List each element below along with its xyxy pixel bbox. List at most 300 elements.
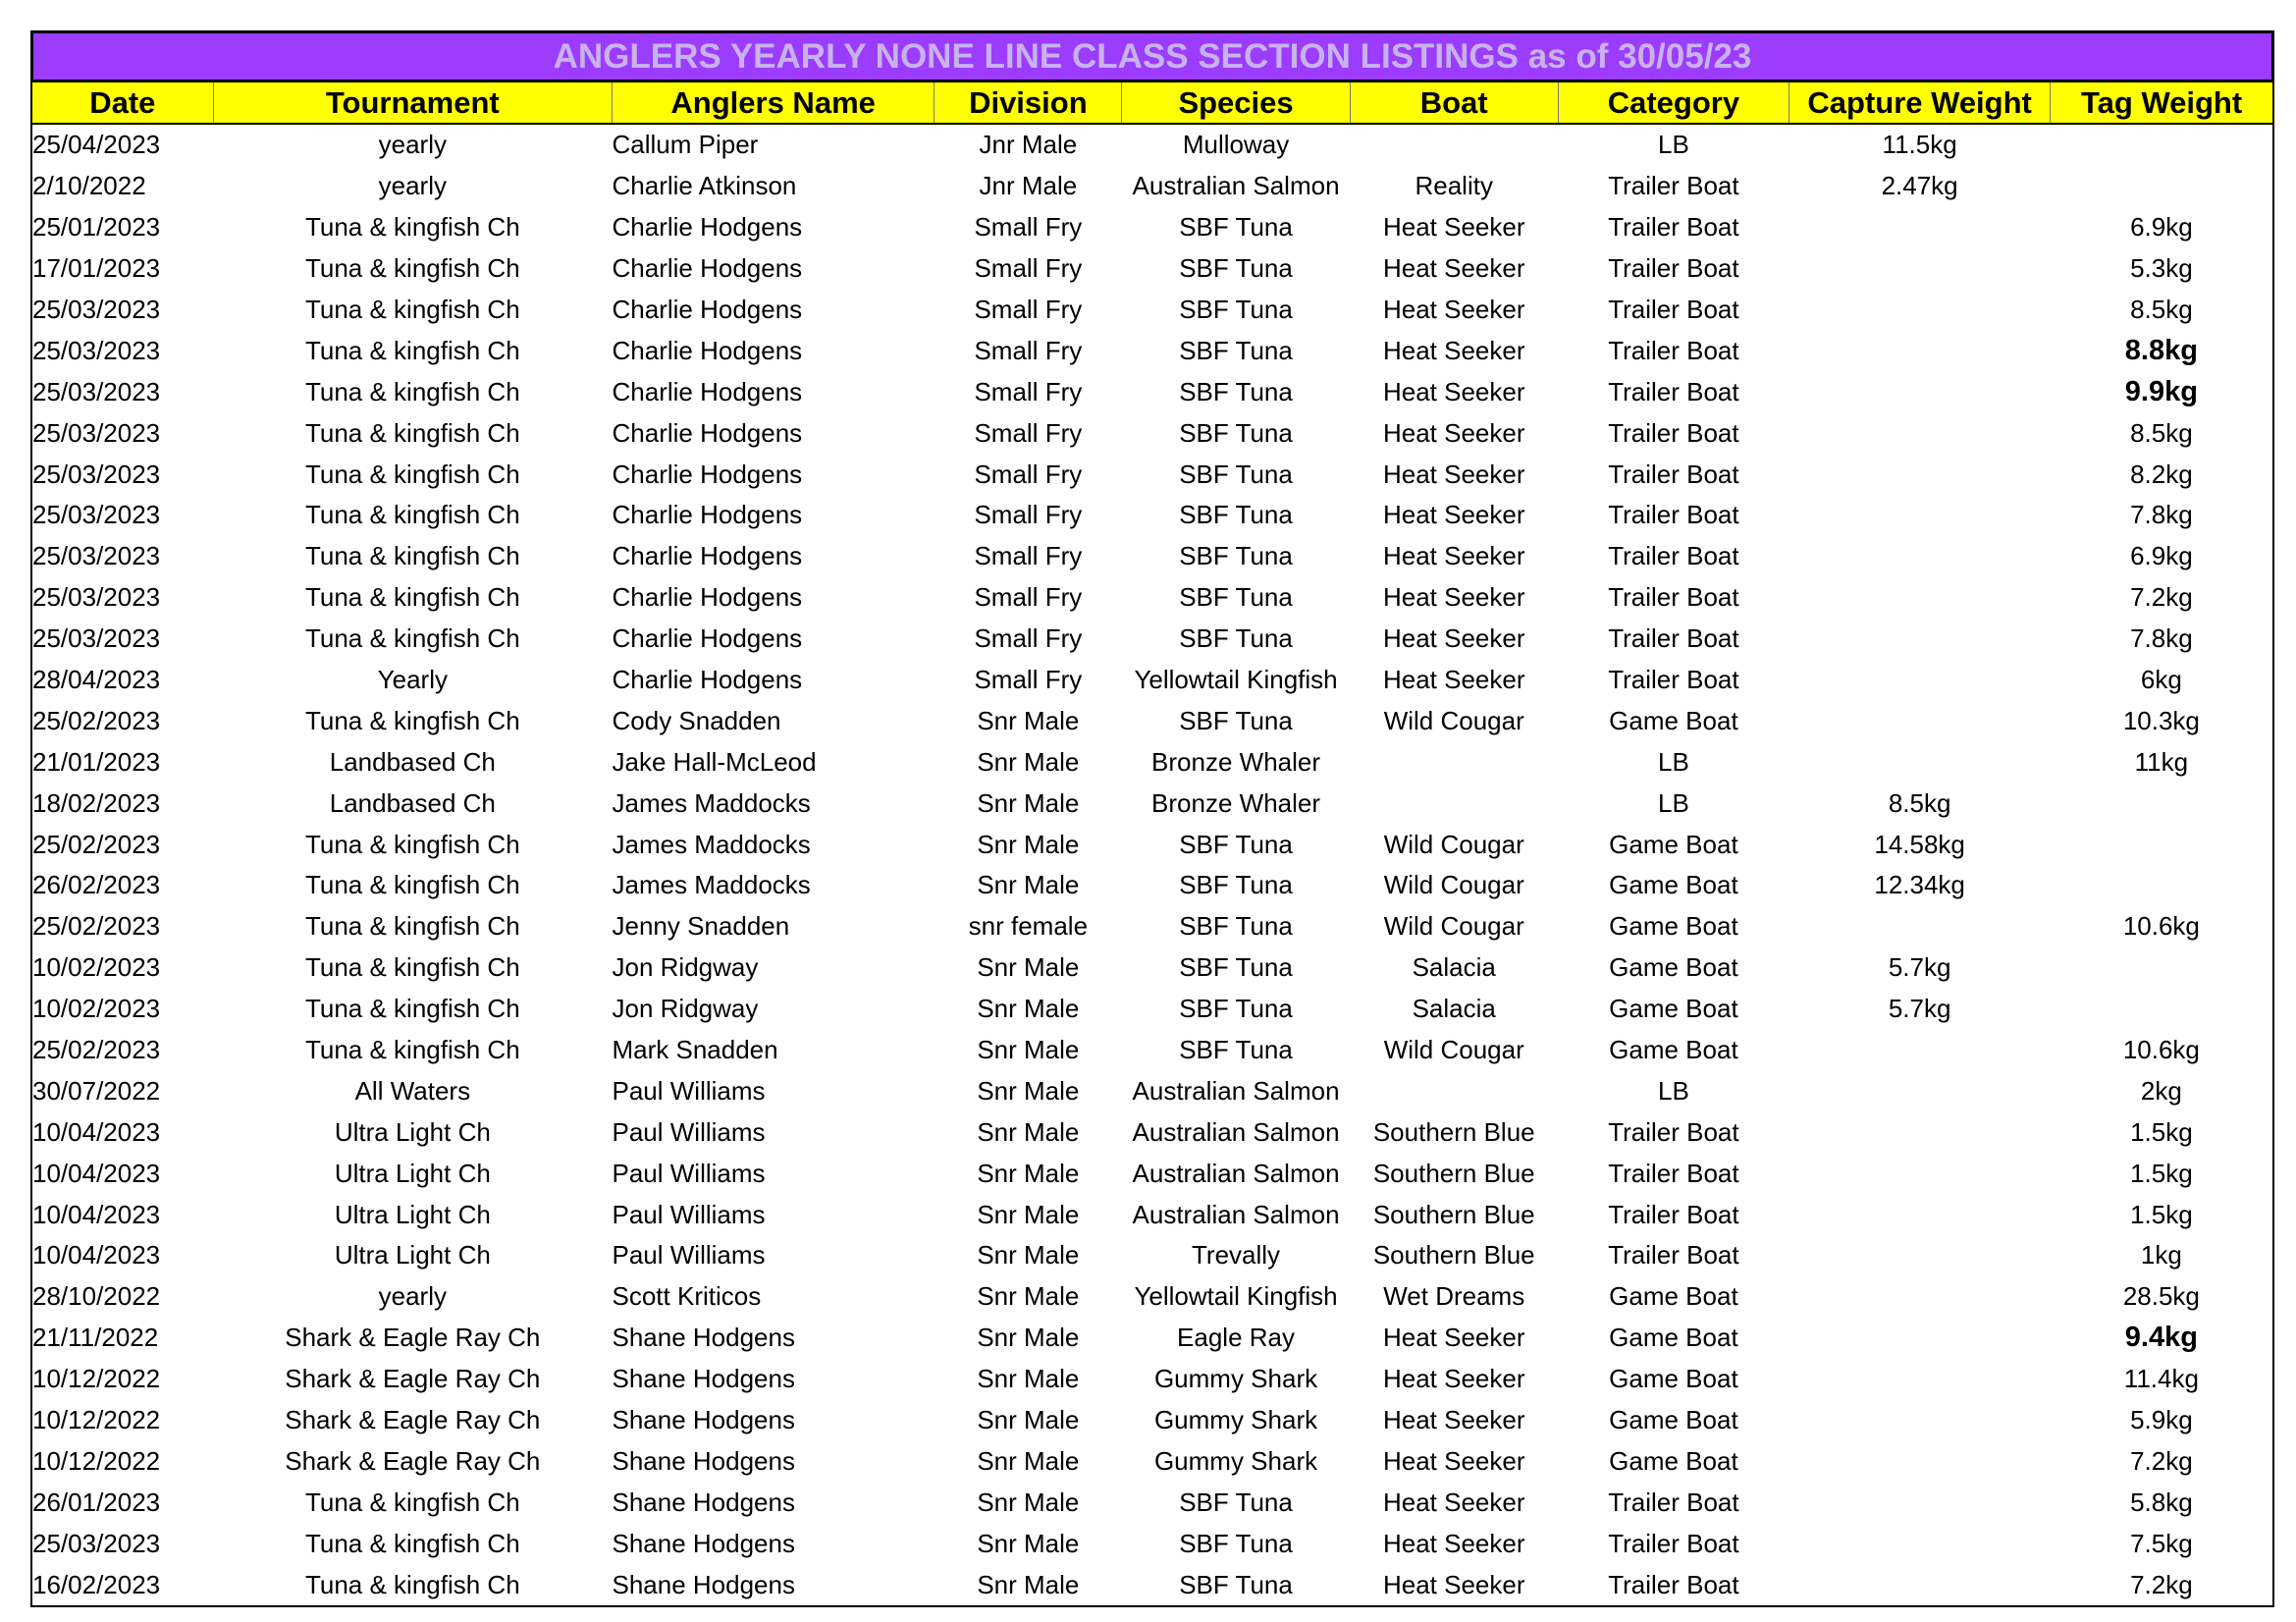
- species-cell: SBF Tuna: [1179, 623, 1293, 654]
- table-row: [31, 1276, 2273, 1318]
- division-cell: Snr Male: [977, 746, 1080, 777]
- table-row: [31, 1153, 2273, 1194]
- capture-weight-cell: [1789, 536, 2051, 577]
- angler-name-cell: Jon Ridgway: [612, 952, 759, 983]
- table-row: [31, 619, 2273, 660]
- category-cell: Trailer Boat: [1608, 417, 1739, 448]
- date-cell: 10/04/2023: [32, 1158, 161, 1188]
- species-cell: Gummy Shark: [1153, 1405, 1318, 1435]
- boat-cell: Heat Seeker: [1382, 295, 1525, 324]
- category-cell: Trailer Boat: [1608, 1116, 1739, 1147]
- tournament-cell: Tuna & kingfish Ch: [304, 582, 520, 613]
- division-cell: Small Fry: [974, 295, 1083, 324]
- division-cell: Small Fry: [974, 417, 1083, 448]
- boat-cell: Heat Seeker: [1382, 459, 1525, 489]
- division-cell: Snr Male: [977, 787, 1080, 818]
- header-category: Category: [1558, 82, 1789, 124]
- species-cell: SBF Tuna: [1179, 376, 1293, 406]
- tournament-cell: Ultra Light Ch: [334, 1158, 491, 1188]
- division-cell: Snr Male: [977, 1364, 1080, 1394]
- tag-weight-cell: [2051, 865, 2273, 906]
- division-cell: Jnr Male: [979, 171, 1078, 201]
- capture-weight-cell: [1789, 1235, 2051, 1276]
- species-cell: SBF Tuna: [1179, 212, 1293, 243]
- capture-weight-cell: [1789, 1564, 2051, 1606]
- species-cell: SBF Tuna: [1179, 870, 1293, 900]
- angler-name-cell: Shane Hodgens: [612, 1323, 795, 1353]
- boat-cell: Heat Seeker: [1382, 541, 1525, 571]
- date-cell: 25/04/2023: [32, 130, 161, 160]
- page-title: ANGLERS YEARLY NONE LINE CLASS SECTION LISTINGS as of 30/05/23: [553, 36, 1752, 76]
- division-cell: Snr Male: [977, 1323, 1080, 1353]
- species-cell: SBF Tuna: [1179, 541, 1293, 571]
- date-cell: 21/01/2023: [32, 746, 161, 777]
- angler-name-cell: Charlie Hodgens: [612, 665, 803, 695]
- division-cell: Snr Male: [977, 1116, 1080, 1147]
- header-tournament: Tournament: [213, 82, 612, 124]
- tag-weight-cell: 11kg: [2134, 746, 2189, 777]
- date-cell: 25/03/2023: [32, 376, 161, 406]
- category-cell: Trailer Boat: [1608, 335, 1739, 365]
- tournament-cell: Tuna & kingfish Ch: [304, 952, 520, 983]
- capture-weight-cell: [1789, 1318, 2051, 1359]
- angler-name-cell: Charlie Hodgens: [612, 253, 803, 284]
- header-anglers-name: Anglers Name: [613, 82, 934, 124]
- species-cell: Bronze Whaler: [1151, 746, 1321, 777]
- category-cell: Trailer Boat: [1608, 253, 1739, 284]
- category-cell: Trailer Boat: [1608, 459, 1739, 489]
- tag-weight-cell: 28.5kg: [2122, 1281, 2200, 1312]
- capture-weight-cell: [1789, 1482, 2051, 1523]
- species-cell: SBF Tuna: [1179, 911, 1293, 942]
- boat-cell: Heat Seeker: [1350, 1564, 1558, 1606]
- date-cell: 16/02/2023: [31, 1564, 213, 1606]
- tag-weight-cell: [2051, 947, 2273, 989]
- category-cell: LB: [1658, 130, 1689, 160]
- angler-name-cell: Charlie Hodgens: [612, 417, 803, 448]
- capture-weight-cell: [1789, 577, 2051, 619]
- species-cell: SBF Tuna: [1179, 829, 1293, 859]
- species-cell: SBF Tuna: [1179, 1035, 1293, 1065]
- tag-weight-cell: [2051, 824, 2273, 865]
- table-row: [31, 865, 2273, 906]
- boat-cell: Heat Seeker: [1382, 500, 1525, 530]
- division-cell: Small Fry: [974, 335, 1083, 365]
- division-cell: Small Fry: [974, 541, 1083, 571]
- capture-weight-cell: [1789, 454, 2051, 495]
- tournament-cell: Tuna & kingfish Ch: [304, 705, 520, 735]
- angler-name-cell: Charlie Hodgens: [612, 335, 803, 365]
- listings-sheet: [30, 30, 2274, 1603]
- boat-cell: Southern Blue: [1372, 1199, 1535, 1229]
- category-cell: Game Boat: [1609, 1323, 1738, 1353]
- capture-weight-cell: [1789, 906, 2051, 947]
- division-cell: Small Fry: [974, 500, 1083, 530]
- date-cell: 25/03/2023: [32, 500, 161, 530]
- angler-name-cell: Charlie Hodgens: [612, 295, 803, 324]
- boat-cell: Heat Seeker: [1382, 1445, 1525, 1476]
- date-cell: 25/01/2023: [32, 212, 161, 243]
- tournament-cell: All Waters: [354, 1075, 471, 1106]
- boat-cell: Heat Seeker: [1382, 665, 1525, 695]
- category-cell: Game Boat: [1609, 1364, 1738, 1394]
- table-row: [31, 124, 2273, 166]
- table-row: [31, 1400, 2273, 1441]
- angler-name-cell: Shane Hodgens: [612, 1364, 795, 1394]
- table-row: [31, 166, 2273, 207]
- date-cell: 10/04/2023: [32, 1116, 161, 1147]
- date-cell: 10/12/2022: [32, 1405, 161, 1435]
- angler-name-cell: Jon Ridgway: [612, 994, 759, 1024]
- tournament-cell: Tuna & kingfish Ch: [304, 541, 520, 571]
- division-cell: Snr Male: [977, 829, 1080, 859]
- angler-name-cell: Charlie Hodgens: [612, 212, 803, 243]
- tournament-cell: Landbased Ch: [329, 787, 496, 818]
- division-cell: Small Fry: [974, 623, 1083, 654]
- tag-weight-cell: 8.5kg: [2130, 417, 2193, 448]
- category-cell: Game Boat: [1609, 911, 1738, 942]
- angler-name-cell: Charlie Hodgens: [612, 459, 803, 489]
- tournament-cell: yearly: [378, 130, 447, 160]
- species-cell: Yellowtail Kingfish: [1134, 1281, 1338, 1312]
- tournament-cell: Yearly: [377, 665, 448, 695]
- table-row: [31, 495, 2273, 536]
- table-row: [31, 1441, 2273, 1483]
- category-cell: Trailer Boat: [1608, 582, 1739, 613]
- boat-cell: Heat Seeker: [1382, 1528, 1525, 1558]
- table-row: [31, 1318, 2273, 1359]
- capture-weight-cell: [1789, 412, 2051, 454]
- angler-name-cell: Charlie Hodgens: [612, 376, 803, 406]
- table-row: [31, 1482, 2273, 1523]
- tournament-cell: Tuna & kingfish Ch: [304, 1528, 520, 1558]
- species-cell: SBF Tuna: [1179, 1487, 1293, 1517]
- species-cell: SBF Tuna: [1179, 459, 1293, 489]
- angler-name-cell: Shane Hodgens: [612, 1528, 795, 1558]
- table-row: [31, 1030, 2273, 1071]
- capture-weight-cell: [1789, 700, 2051, 741]
- category-cell: Trailer Boat: [1608, 1240, 1739, 1271]
- tag-weight-cell: [2051, 989, 2273, 1030]
- angler-name-cell: Charlie Hodgens: [612, 623, 803, 654]
- category-cell: Trailer Boat: [1608, 1158, 1739, 1188]
- date-cell: 25/03/2023: [32, 582, 161, 613]
- category-cell: Game Boat: [1609, 829, 1738, 859]
- category-cell: Game Boat: [1609, 1405, 1738, 1435]
- date-cell: 10/04/2023: [32, 1240, 161, 1271]
- boat-cell: Wild Cougar: [1383, 870, 1524, 900]
- category-cell: Trailer Boat: [1608, 1528, 1739, 1558]
- category-cell: Game Boat: [1609, 994, 1738, 1024]
- capture-weight-cell: [1789, 1359, 2051, 1400]
- header-row: [31, 82, 2273, 124]
- capture-weight-cell: 5.7kg: [1888, 994, 1951, 1024]
- tag-weight-cell: 6.9kg: [2130, 541, 2193, 571]
- boat-cell: [1350, 783, 1558, 824]
- species-cell: Australian Salmon: [1132, 1199, 1340, 1229]
- boat-cell: Wild Cougar: [1383, 705, 1524, 735]
- table-row: [31, 207, 2273, 248]
- tournament-cell: Tuna & kingfish Ch: [304, 376, 520, 406]
- tournament-cell: Tuna & kingfish Ch: [304, 253, 520, 284]
- division-cell: Snr Male: [977, 1158, 1080, 1188]
- capture-weight-cell: [1789, 371, 2051, 412]
- boat-cell: Heat Seeker: [1382, 376, 1525, 406]
- capture-weight-cell: [1789, 741, 2051, 783]
- capture-weight-cell: [1789, 1523, 2051, 1564]
- date-cell: 28/10/2022: [32, 1281, 161, 1312]
- tournament-cell: Tuna & kingfish Ch: [304, 994, 520, 1024]
- tournament-cell: Landbased Ch: [329, 746, 496, 777]
- tournament-cell: Tuna & kingfish Ch: [304, 335, 520, 365]
- date-cell: 25/03/2023: [32, 295, 161, 324]
- species-cell: SBF Tuna: [1122, 1564, 1350, 1606]
- species-cell: Australian Salmon: [1132, 1158, 1340, 1188]
- date-cell: 28/04/2023: [32, 665, 161, 695]
- angler-name-cell: James Maddocks: [612, 829, 811, 859]
- division-cell: Snr Male: [934, 1564, 1122, 1606]
- capture-weight-cell: 5.7kg: [1888, 952, 1951, 983]
- date-cell: 25/02/2023: [32, 705, 161, 735]
- capture-weight-cell: [1789, 1030, 2051, 1071]
- title-bar: [30, 30, 2274, 82]
- boat-cell: Salacia: [1412, 952, 1496, 983]
- listings-table: [30, 82, 2274, 1607]
- header-capture-weight: Capture Weight: [1789, 82, 2051, 124]
- date-cell: 26/01/2023: [32, 1487, 161, 1517]
- species-cell: Eagle Ray: [1177, 1323, 1296, 1353]
- date-cell: 18/02/2023: [32, 787, 161, 818]
- tag-weight-cell: 9.4kg: [2124, 1322, 2198, 1354]
- date-cell: 10/02/2023: [32, 952, 161, 983]
- tag-weight-cell: 7.8kg: [2130, 623, 2193, 654]
- date-cell: 10/02/2023: [32, 994, 161, 1024]
- tag-weight-cell: 7.8kg: [2130, 500, 2193, 530]
- tag-weight-cell: 5.3kg: [2130, 253, 2193, 284]
- table-row: [31, 454, 2273, 495]
- division-cell: Snr Male: [977, 1075, 1080, 1106]
- category-cell: Trailer Boat: [1608, 665, 1739, 695]
- date-cell: 25/02/2023: [32, 1035, 161, 1065]
- table-row: [31, 536, 2273, 577]
- boat-cell: Southern Blue: [1372, 1116, 1535, 1147]
- capture-weight-cell: [1789, 1276, 2051, 1318]
- tournament-cell: Shark & Eagle Ray Ch: [285, 1405, 541, 1435]
- boat-cell: Wild Cougar: [1383, 911, 1524, 942]
- division-cell: Snr Male: [977, 1487, 1080, 1517]
- angler-name-cell: Paul Williams: [612, 1116, 766, 1147]
- division-cell: Snr Male: [977, 1281, 1080, 1312]
- tag-weight-cell: 10.6kg: [2122, 911, 2200, 942]
- boat-cell: Heat Seeker: [1382, 1364, 1525, 1394]
- division-cell: Small Fry: [974, 376, 1083, 406]
- angler-name-cell: Paul Williams: [612, 1240, 766, 1271]
- capture-weight-cell: 2.47kg: [1881, 171, 1958, 201]
- date-cell: 25/03/2023: [32, 541, 161, 571]
- category-cell: Trailer Boat: [1608, 623, 1739, 654]
- date-cell: 17/01/2023: [32, 253, 161, 284]
- boat-cell: Heat Seeker: [1382, 582, 1525, 613]
- category-cell: LB: [1658, 787, 1689, 818]
- angler-name-cell: Charlie Atkinson: [612, 171, 797, 201]
- boat-cell: Wet Dreams: [1383, 1281, 1525, 1312]
- category-cell: Trailer Boat: [1608, 295, 1739, 324]
- division-cell: Snr Male: [977, 705, 1080, 735]
- capture-weight-cell: [1789, 1070, 2051, 1111]
- species-cell: SBF Tuna: [1179, 1528, 1293, 1558]
- category-cell: Game Boat: [1609, 870, 1738, 900]
- angler-name-cell: Mark Snadden: [612, 1035, 778, 1065]
- tag-weight-cell: 7.2kg: [2130, 582, 2193, 613]
- category-cell: Trailer Boat: [1608, 1487, 1739, 1517]
- category-cell: Game Boat: [1609, 1035, 1738, 1065]
- angler-name-cell: Jake Hall-McLeod: [612, 746, 817, 777]
- date-cell: 25/02/2023: [32, 911, 161, 942]
- category-cell: Trailer Boat: [1608, 500, 1739, 530]
- header-species: Species: [1122, 82, 1350, 124]
- boat-cell: Heat Seeker: [1382, 1487, 1525, 1517]
- boat-cell: [1350, 741, 1558, 783]
- capture-weight-cell: [1789, 1441, 2051, 1483]
- tournament-cell: Ultra Light Ch: [334, 1240, 491, 1271]
- table-row: [31, 783, 2273, 824]
- table-row: [31, 824, 2273, 865]
- angler-name-cell: Cody Snadden: [612, 705, 781, 735]
- tag-weight-cell: 10.6kg: [2122, 1035, 2200, 1065]
- tournament-cell: Ultra Light Ch: [334, 1199, 491, 1229]
- capture-weight-cell: [1789, 1153, 2051, 1194]
- tournament-cell: yearly: [378, 1281, 447, 1312]
- tag-weight-cell: [2051, 124, 2273, 166]
- category-cell: Game Boat: [1609, 1281, 1738, 1312]
- boat-cell: Heat Seeker: [1382, 417, 1525, 448]
- date-cell: 10/12/2022: [32, 1445, 161, 1476]
- division-cell: Small Fry: [974, 459, 1083, 489]
- tournament-cell: Tuna & kingfish Ch: [304, 1035, 520, 1065]
- angler-name-cell: Paul Williams: [612, 1199, 766, 1229]
- category-cell: Trailer Boat: [1608, 212, 1739, 243]
- angler-name-cell: Shane Hodgens: [612, 1487, 795, 1517]
- angler-name-cell: Paul Williams: [612, 1158, 766, 1188]
- species-cell: Australian Salmon: [1132, 1116, 1340, 1147]
- table-row: [31, 290, 2273, 331]
- species-cell: Mulloway: [1182, 130, 1290, 160]
- date-cell: 25/03/2023: [32, 417, 161, 448]
- category-cell: Trailer Boat: [1558, 1564, 1789, 1606]
- capture-weight-cell: [1789, 1111, 2051, 1153]
- division-cell: Small Fry: [974, 253, 1083, 284]
- angler-name-cell: Charlie Hodgens: [612, 500, 803, 530]
- capture-weight-cell: [1789, 1194, 2051, 1235]
- table-row: [31, 660, 2273, 701]
- tag-weight-cell: 8.8kg: [2124, 334, 2198, 366]
- tag-weight-cell: 6.9kg: [2130, 212, 2193, 243]
- date-cell: 25/02/2023: [32, 829, 161, 859]
- division-cell: Small Fry: [974, 212, 1083, 243]
- capture-weight-cell: 11.5kg: [1882, 130, 1957, 160]
- tournament-cell: Tuna & kingfish Ch: [304, 500, 520, 530]
- header-division: Division: [934, 82, 1122, 124]
- tournament-cell: Tuna & kingfish Ch: [304, 417, 520, 448]
- category-cell: Game Boat: [1609, 952, 1738, 983]
- boat-cell: Heat Seeker: [1382, 253, 1525, 284]
- tag-weight-cell: 5.9kg: [2130, 1405, 2193, 1435]
- date-cell: 25/03/2023: [32, 335, 161, 365]
- species-cell: SBF Tuna: [1179, 500, 1293, 530]
- table-row: [31, 330, 2273, 371]
- tag-weight-cell: 7.5kg: [2130, 1528, 2193, 1558]
- division-cell: Snr Male: [977, 1035, 1080, 1065]
- boat-cell: Southern Blue: [1372, 1240, 1535, 1271]
- angler-name-cell: Callum Piper: [612, 130, 759, 160]
- category-cell: Trailer Boat: [1608, 376, 1739, 406]
- capture-weight-cell: [1789, 660, 2051, 701]
- boat-cell: [1350, 124, 1558, 166]
- species-cell: Gummy Shark: [1153, 1364, 1318, 1394]
- angler-name-cell: Charlie Hodgens: [612, 541, 803, 571]
- boat-cell: Wild Cougar: [1383, 1035, 1524, 1065]
- species-cell: SBF Tuna: [1179, 417, 1293, 448]
- boat-cell: Heat Seeker: [1382, 335, 1525, 365]
- boat-cell: Heat Seeker: [1382, 212, 1525, 243]
- date-cell: 26/02/2023: [32, 870, 161, 900]
- tournament-cell: Shark & Eagle Ray Ch: [285, 1323, 541, 1353]
- species-cell: SBF Tuna: [1179, 705, 1293, 735]
- header-tag-weight: Tag Weight: [2051, 82, 2273, 124]
- capture-weight-cell: [1789, 248, 2051, 290]
- tag-weight-cell: [2051, 783, 2273, 824]
- division-cell: Jnr Male: [979, 130, 1078, 160]
- header-boat: Boat: [1350, 82, 1558, 124]
- boat-cell: Wild Cougar: [1383, 829, 1524, 859]
- capture-weight-cell: 14.58kg: [1874, 829, 1965, 859]
- table-row: [31, 371, 2273, 412]
- angler-name-cell: Scott Kriticos: [612, 1281, 762, 1312]
- table-row: [31, 1359, 2273, 1400]
- category-cell: Trailer Boat: [1608, 541, 1739, 571]
- capture-weight-cell: [1789, 330, 2051, 371]
- table-row: [31, 1235, 2273, 1276]
- tag-weight-cell: 6kg: [2140, 665, 2182, 695]
- tournament-cell: Shark & Eagle Ray Ch: [285, 1364, 541, 1394]
- capture-weight-cell: [1789, 1400, 2051, 1441]
- boat-cell: Southern Blue: [1372, 1158, 1535, 1188]
- species-cell: Gummy Shark: [1153, 1445, 1318, 1476]
- category-cell: LB: [1658, 746, 1689, 777]
- angler-name-cell: Paul Williams: [612, 1075, 766, 1106]
- tournament-cell: Ultra Light Ch: [334, 1116, 491, 1147]
- tag-weight-cell: 1.5kg: [2130, 1158, 2193, 1188]
- tournament-cell: Tuna & kingfish Ch: [304, 212, 520, 243]
- capture-weight-cell: 12.34kg: [1874, 870, 1965, 900]
- species-cell: SBF Tuna: [1179, 335, 1293, 365]
- date-cell: 2/10/2022: [32, 171, 146, 201]
- division-cell: Snr Male: [977, 952, 1080, 983]
- category-cell: Game Boat: [1609, 1445, 1738, 1476]
- tournament-cell: Tuna & kingfish Ch: [213, 1564, 612, 1606]
- tag-weight-cell: 1.5kg: [2130, 1199, 2193, 1229]
- tag-weight-cell: 9.9kg: [2124, 375, 2198, 407]
- tag-weight-cell: 2kg: [2140, 1075, 2182, 1106]
- species-cell: Yellowtail Kingfish: [1134, 665, 1338, 695]
- division-cell: Snr Male: [977, 1445, 1080, 1476]
- table-row: [31, 1194, 2273, 1235]
- boat-cell: Salacia: [1412, 994, 1496, 1024]
- tournament-cell: Tuna & kingfish Ch: [304, 829, 520, 859]
- tag-weight-cell: 8.5kg: [2130, 295, 2193, 324]
- table-row: [31, 577, 2273, 619]
- capture-weight-cell: [1789, 207, 2051, 248]
